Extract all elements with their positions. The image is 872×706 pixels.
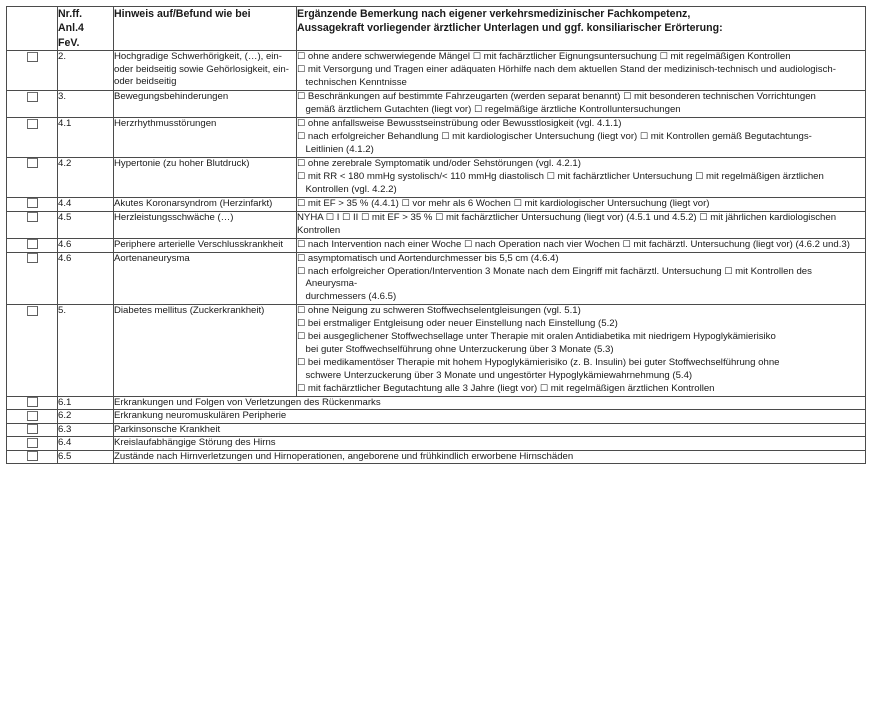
option-checkbox-icon[interactable] — [297, 171, 305, 182]
option-checkbox-icon[interactable] — [297, 331, 305, 342]
row-checkbox-cell[interactable] — [7, 305, 58, 397]
row-nr-cell: 6.2 — [58, 410, 114, 423]
row-remark-cell[interactable] — [297, 118, 866, 158]
option-line: ☐ nach Intervention nach einer Woche ☐ nach Operation nach vier Wochen ☐ mit fachärztl. Untersuchung (liegt vor) (4.6.2 und.3) — [297, 239, 865, 251]
row-checkbox-cell[interactable] — [7, 450, 58, 463]
header-remark-line-2: Aussagekraft vorliegender ärztlicher Unterlagen und ggf. konsiliarischer Erörterung: — [297, 22, 723, 35]
header-nr-line-3: FeV. — [58, 36, 80, 49]
row-nr-cell: 6.4 — [58, 437, 114, 450]
option-checkbox-icon[interactable] — [699, 212, 707, 223]
row-nr-cell: 4.4 — [58, 197, 114, 211]
option-line: ☐ ohne andere schwerwiegende Mängel ☐ mit fachärztlicher Eignungsuntersuchung ☐ mit regelmäßigen Kontrollen — [297, 51, 865, 63]
row-nr-cell: 4.6 — [58, 238, 114, 252]
option-checkbox-icon[interactable] — [297, 51, 305, 62]
row-nr-cell: 6.3 — [58, 423, 114, 436]
option-checkbox-icon[interactable] — [297, 158, 305, 169]
row-condition-cell: Parkinsonsche Krankheit — [114, 423, 866, 436]
option-line: ☐ ohne Neigung zu schweren Stoffwechselentgleisungen (vgl. 5.1) — [297, 305, 865, 317]
option-line: ☐ bei ausgeglichener Stoffwechsellage unter Therapie mit oralen Antidiabetika mit niedrigem Hypoglykämierisiko — [297, 331, 865, 343]
checkbox-wide-row-1[interactable] — [27, 411, 38, 421]
option-checkbox-icon[interactable] — [464, 239, 472, 250]
option-checkbox-icon[interactable] — [297, 198, 305, 209]
option-checkbox-icon[interactable] — [297, 64, 305, 75]
row-nr-cell: 4.5 — [58, 211, 114, 238]
header-hint-column: Hinweis auf/Befund wie bei — [114, 7, 297, 51]
option-checkbox-icon[interactable] — [297, 239, 305, 250]
option-line: schwere Unterzuckerung über 3 Monate und ungestörter Hypoglykämiewahrnehmung (5.4) — [305, 369, 693, 381]
header-remark-column — [297, 7, 866, 51]
row-checkbox-cell[interactable] — [7, 410, 58, 423]
option-checkbox-icon[interactable] — [622, 239, 630, 250]
option-line: Kontrollen — [297, 224, 341, 236]
row-condition-cell: Erkrankungen und Folgen von Verletzungen des Rückenmarks — [114, 396, 866, 409]
row-remark-cell[interactable] — [297, 91, 866, 118]
option-line: Kontrollen (vgl. 4.2.2) — [305, 183, 397, 195]
option-checkbox-icon[interactable] — [297, 118, 305, 129]
row-checkbox-cell[interactable] — [7, 91, 58, 118]
row-hint-cell: Aortenaneurysma — [114, 252, 297, 304]
table-row — [7, 450, 866, 463]
option-line: ☐ mit fachärztlicher Begutachtung alle 3 Jahre (liegt vor) ☐ mit regelmäßigen ärztlichen Kontrollen — [297, 383, 865, 395]
row-remark-cell[interactable] — [297, 157, 866, 197]
row-hint-cell: Diabetes mellitus (Zuckerkrankheit) — [114, 305, 297, 397]
option-checkbox-icon[interactable] — [623, 91, 631, 102]
table-row — [7, 91, 866, 118]
option-line: ☐ bei erstmaliger Entgleisung oder neuer Einstellung nach Einstellung (5.2) — [297, 318, 865, 330]
checkbox-wide-row-0[interactable] — [27, 397, 38, 407]
checkbox-wide-row-4[interactable] — [27, 451, 38, 461]
option-checkbox-icon[interactable] — [297, 305, 305, 316]
option-line: ☐ nach erfolgreicher Behandlung ☐ mit kardiologischer Untersuchung (liegt vor) ☐ mit Kontrollen gemäß Begutachtungs- — [297, 131, 865, 143]
row-checkbox-cell[interactable] — [7, 238, 58, 252]
row-nr-cell: 6.5 — [58, 450, 114, 463]
table-row — [7, 305, 866, 397]
option-checkbox-icon[interactable] — [547, 171, 555, 182]
checkbox-row-7[interactable] — [27, 253, 38, 263]
option-checkbox-icon[interactable] — [297, 131, 305, 142]
option-line: gemäß ärztlichem Gutachten (liegt vor) ☐ regelmäßige ärztliche Kontrolluntersuchungen — [297, 104, 865, 116]
row-remark-cell[interactable] — [297, 252, 866, 304]
option-checkbox-icon[interactable] — [326, 212, 334, 223]
table-row — [7, 423, 866, 436]
option-checkbox-icon[interactable] — [441, 131, 449, 142]
checkbox-row-5[interactable] — [27, 212, 38, 222]
row-hint-cell: Hochgradige Schwerhörigkeit, (…), ein- oder beidseitig sowie Gehörlosigkeit, ein- oder beidseitig — [114, 51, 297, 91]
option-checkbox-icon[interactable] — [474, 104, 482, 115]
option-checkbox-icon[interactable] — [342, 212, 350, 223]
option-line: ☐ asymptomatisch und Aortendurchmesser bis 5,5 cm (4.6.4) — [297, 253, 865, 265]
header-nr-column — [58, 7, 114, 51]
option-line: Leitlinien (4.1.2) — [305, 144, 374, 155]
option-line: ☐ ohne anfallsweise Bewusstseinstrübung oder Bewusstlosigkeit (vgl. 4.1.1) — [297, 118, 865, 130]
option-checkbox-icon[interactable] — [695, 171, 703, 182]
row-checkbox-cell[interactable] — [7, 118, 58, 158]
row-hint-cell: Bewegungsbehinderungen — [114, 91, 297, 118]
row-hint-cell: Herzleistungsschwäche (…) — [114, 211, 297, 238]
option-checkbox-icon[interactable] — [297, 91, 305, 102]
fitness-assessment-table — [6, 6, 866, 464]
row-checkbox-cell[interactable] — [7, 252, 58, 304]
option-checkbox-icon[interactable] — [297, 318, 305, 329]
row-condition-cell: Zustände nach Hirnverletzungen und Hirnoperationen, angeborene und frühkindlich erworbene Hirnschäden — [114, 450, 866, 463]
option-checkbox-icon[interactable] — [361, 212, 369, 223]
option-checkbox-icon[interactable] — [297, 253, 305, 264]
row-nr-cell: 4.1 — [58, 118, 114, 158]
option-line: ☐ mit Versorgung und Tragen einer adäquaten Hörhilfe nach dem aktuellen Stand der medizinisch-technisch und audiologisch- — [297, 64, 865, 76]
row-hint-cell: Periphere arterielle Verschlusskrankheit — [114, 238, 297, 252]
row-checkbox-cell[interactable] — [7, 197, 58, 211]
checkbox-row-6[interactable] — [27, 239, 38, 249]
option-line: ☐ bei medikamentöser Therapie mit hohem Hypoglykämierisiko (z. B. Insulin) bei guter Stoffwechselführung ohne — [297, 357, 865, 369]
header-nr-line-1: Nr.ff. — [58, 8, 83, 20]
option-line: ☐ ohne zerebrale Symptomatik und/oder Sehstörungen (vgl. 4.2.1) — [297, 158, 865, 170]
row-checkbox-cell[interactable] — [7, 423, 58, 436]
table-body — [7, 51, 866, 464]
option-checkbox-icon[interactable] — [435, 212, 443, 223]
row-nr-cell: 3. — [58, 91, 114, 118]
option-checkbox-icon[interactable] — [640, 131, 648, 142]
option-checkbox-icon[interactable] — [297, 383, 305, 394]
row-condition-cell: Erkrankung neuromuskulären Peripherie — [114, 410, 866, 423]
row-nr-cell: 6.1 — [58, 396, 114, 409]
row-remark-cell[interactable] — [297, 305, 866, 397]
option-checkbox-icon[interactable] — [514, 198, 522, 209]
table-row — [7, 238, 866, 252]
table-row — [7, 396, 866, 409]
row-nr-cell: 4.6 — [58, 252, 114, 304]
table-row — [7, 51, 866, 91]
option-checkbox-icon[interactable] — [297, 357, 305, 368]
row-checkbox-cell[interactable] — [7, 211, 58, 238]
table-header — [7, 7, 866, 51]
table-row — [7, 437, 866, 450]
header-row — [7, 7, 866, 51]
table-row — [7, 197, 866, 211]
row-remark-cell[interactable] — [297, 51, 866, 91]
row-condition-cell: Kreislaufabhängige Störung des Hirns — [114, 437, 866, 450]
checkbox-row-4[interactable] — [27, 198, 38, 208]
row-checkbox-cell[interactable] — [7, 157, 58, 197]
row-checkbox-cell[interactable] — [7, 396, 58, 409]
checkbox-row-1[interactable] — [27, 92, 38, 102]
row-nr-cell: 2. — [58, 51, 114, 91]
option-line: ☐ mit EF > 35 % (4.4.1) ☐ vor mehr als 6 Wochen ☐ mit kardiologischer Untersuchung (liegt vor) — [297, 198, 865, 210]
checkbox-row-3[interactable] — [27, 158, 38, 168]
row-remark-cell[interactable] — [297, 238, 866, 252]
option-checkbox-icon[interactable] — [724, 266, 732, 277]
row-nr-cell: 5. — [58, 305, 114, 397]
table-row — [7, 252, 866, 304]
checkbox-row-0[interactable] — [27, 52, 38, 62]
header-nr-line-2: Anl.4 — [58, 22, 84, 35]
row-hint-cell: Hypertonie (zu hoher Blutdruck) — [114, 157, 297, 197]
row-nr-cell: 4.2 — [58, 157, 114, 197]
header-checkbox-column — [7, 7, 58, 51]
option-line: NYHA ☐ I ☐ II ☐ mit EF > 35 % ☐ mit fachärztlicher Untersuchung (liegt vor) (4.5.1 und 4.5.2) ☐ mit jährlichen kardiologischen — [297, 212, 865, 224]
row-remark-cell[interactable] — [297, 211, 866, 238]
option-line: ☐ mit RR < 180 mmHg systolisch/< 110 mmHg diastolisch ☐ mit fachärztlicher Untersuchung ☐ mit regelmäßigen ärztlichen — [297, 171, 865, 183]
row-hint-cell: Akutes Koronarsyndrom (Herzinfarkt) — [114, 197, 297, 211]
option-line: durchmessers (4.6.5) — [305, 291, 397, 303]
checkbox-row-2[interactable] — [27, 119, 38, 129]
option-checkbox-icon[interactable] — [402, 198, 410, 209]
header-remark-line-1: Ergänzende Bemerkung nach eigener verkehrsmedizinischer Fachkompetenz, — [297, 8, 691, 20]
option-checkbox-icon[interactable] — [473, 51, 481, 62]
option-line: ☐ Beschränkungen auf bestimmte Fahrzeugarten (werden separat benannt) ☐ mit besonderen technischen Vorrichtungen — [297, 91, 865, 103]
option-checkbox-icon[interactable] — [297, 266, 305, 277]
option-line: bei guter Stoffwechselführung ohne Unterzuckerung über 3 Monate (5.3) — [305, 344, 614, 356]
checkbox-row-8[interactable] — [27, 306, 38, 316]
option-line: ☐ nach erfolgreicher Operation/Intervention 3 Monate nach dem Eingriff mit fachärztl. Untersuchung ☐ mit Kontrollen des Aneurysma- — [297, 266, 865, 291]
row-hint-cell: Herzrhythmusstörungen — [114, 118, 297, 158]
checkbox-wide-row-2[interactable] — [27, 424, 38, 434]
option-checkbox-icon[interactable] — [540, 383, 548, 394]
table-row — [7, 410, 866, 423]
option-checkbox-icon[interactable] — [660, 51, 668, 62]
row-checkbox-cell[interactable] — [7, 51, 58, 91]
option-line: technischen Kenntnisse — [305, 77, 407, 89]
row-checkbox-cell[interactable] — [7, 437, 58, 450]
table-row — [7, 157, 866, 197]
row-remark-cell[interactable] — [297, 197, 866, 211]
table-row — [7, 118, 866, 158]
table-row — [7, 211, 866, 238]
checkbox-wide-row-3[interactable] — [27, 438, 38, 448]
